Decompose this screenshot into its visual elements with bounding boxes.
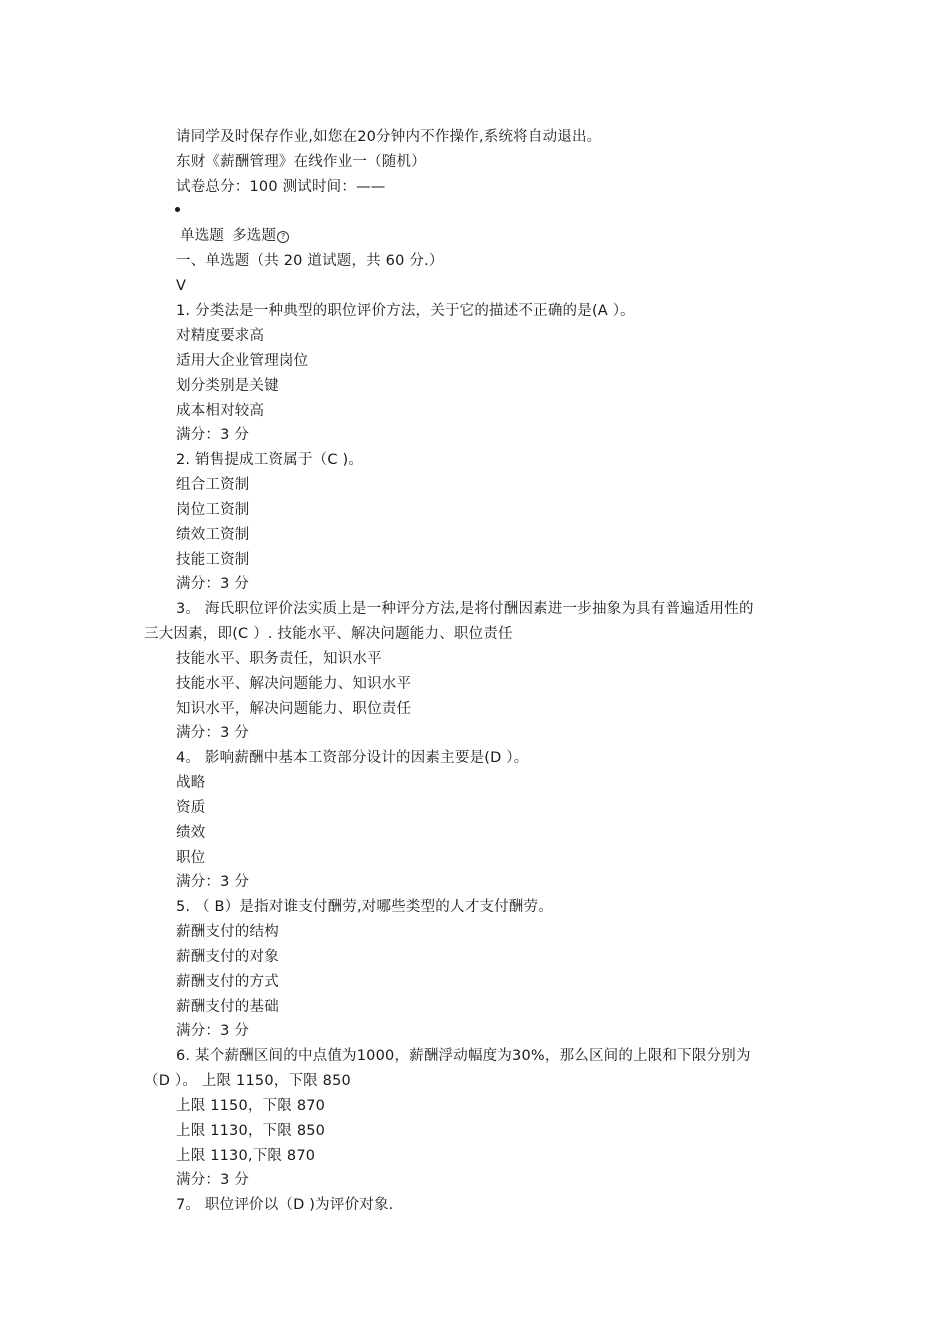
question-2-option-a[interactable]: 组合工资制 — [176, 477, 250, 493]
question-6-option-c[interactable]: 上限 1130，下限 850 — [176, 1123, 326, 1139]
question-6-option-b[interactable]: 上限 1150，下限 870 — [176, 1098, 326, 1114]
question-1-option-a[interactable]: 对精度要求高 — [176, 328, 265, 344]
question-5-score: 满分：3 分 — [176, 1023, 250, 1039]
question-4-stem: 4。 影响薪酬中基本工资部分设计的因素主要是(D ）。 — [176, 750, 529, 766]
question-2-stem: 2. 销售提成工资属于（C )。 — [176, 452, 364, 468]
question-6-score: 满分：3 分 — [176, 1172, 250, 1188]
question-1-score: 满分：3 分 — [176, 427, 250, 443]
question-4-option-b[interactable]: 资质 — [176, 800, 206, 816]
question-2-option-d[interactable]: 技能工资制 — [176, 552, 250, 568]
question-3-option-b[interactable]: 技能水平、职务责任，知识水平 — [176, 651, 382, 667]
question-2-option-c[interactable]: 绩效工资制 — [176, 527, 250, 543]
question-4-option-d[interactable]: 职位 — [176, 850, 206, 866]
question-6-option-d[interactable]: 上限 1130,下限 870 — [176, 1148, 316, 1164]
question-3-stem-line-2: 三大因素，即(C ）. 技能水平、解决问题能力、职位责任 — [144, 626, 513, 642]
autosave-notice: 请同学及时保存作业,如您在20分钟内不作操作,系统将自动退出。 — [176, 129, 602, 145]
question-3-option-c[interactable]: 技能水平、解决问题能力、知识水平 — [176, 676, 412, 692]
question-6-stem-line-1: 6. 某个薪酬区间的中点值为1000，薪酬浮动幅度为30%，那么区间的上限和下限分别为 — [176, 1048, 751, 1064]
question-5-option-d[interactable]: 薪酬支付的基础 — [176, 999, 279, 1015]
assignment-title: 东财《薪酬管理》在线作业一（随机） — [176, 154, 426, 170]
tab-multiple-choice-label: 多选题 — [232, 228, 277, 244]
question-2-option-b[interactable]: 岗位工资制 — [176, 502, 250, 518]
question-5-option-c[interactable]: 薪酬支付的方式 — [176, 974, 279, 990]
question-3-option-d[interactable]: 知识水平，解决问题能力、职位责任 — [176, 701, 412, 717]
section-heading: 一、单选题（共 20 道试题，共 60 分.） — [176, 253, 444, 269]
question-2-score: 满分：3 分 — [176, 576, 250, 592]
tab-multiple-choice[interactable] — [232, 228, 289, 244]
question-5-option-a[interactable]: 薪酬支付的结构 — [176, 924, 279, 940]
question-1-option-b[interactable]: 适用大企业管理岗位 — [176, 353, 309, 369]
question-3-stem-line-1: 3。 海氏职位评价法实质上是一种评分方法,是将付酬因素进一步抽象为具有普遍适用性的 — [176, 601, 754, 617]
question-4-score: 满分：3 分 — [176, 874, 250, 890]
section-mark: V — [176, 278, 187, 294]
question-1-stem: 1. 分类法是一种典型的职位评价方法，关于它的描述不正确的是(A ）。 — [176, 303, 635, 319]
question-type-tabs — [180, 227, 289, 245]
question-5-option-b[interactable]: 薪酬支付的对象 — [176, 949, 279, 965]
question-7-stem: 7。 职位评价以（D )为评价对象. — [176, 1197, 394, 1213]
question-4-option-c[interactable]: 绩效 — [176, 825, 206, 841]
question-4-option-a[interactable]: 战略 — [176, 775, 206, 791]
tab-single-choice[interactable]: 单选题 — [180, 228, 225, 244]
help-icon[interactable]: ? — [277, 231, 289, 243]
question-3-score: 满分：3 分 — [176, 725, 250, 741]
question-5-stem: 5. （ B）是指对谁支付酬劳,对哪些类型的人才支付酬劳。 — [176, 899, 553, 915]
question-1-option-d[interactable]: 成本相对较高 — [176, 403, 265, 419]
exam-meta: 试卷总分：100 测试时间：—— — [176, 179, 386, 195]
question-6-stem-line-2: （D ）。 上限 1150，下限 850 — [144, 1073, 351, 1089]
question-1-option-c[interactable]: 划分类别是关键 — [176, 378, 279, 394]
bullet-icon — [175, 207, 180, 212]
